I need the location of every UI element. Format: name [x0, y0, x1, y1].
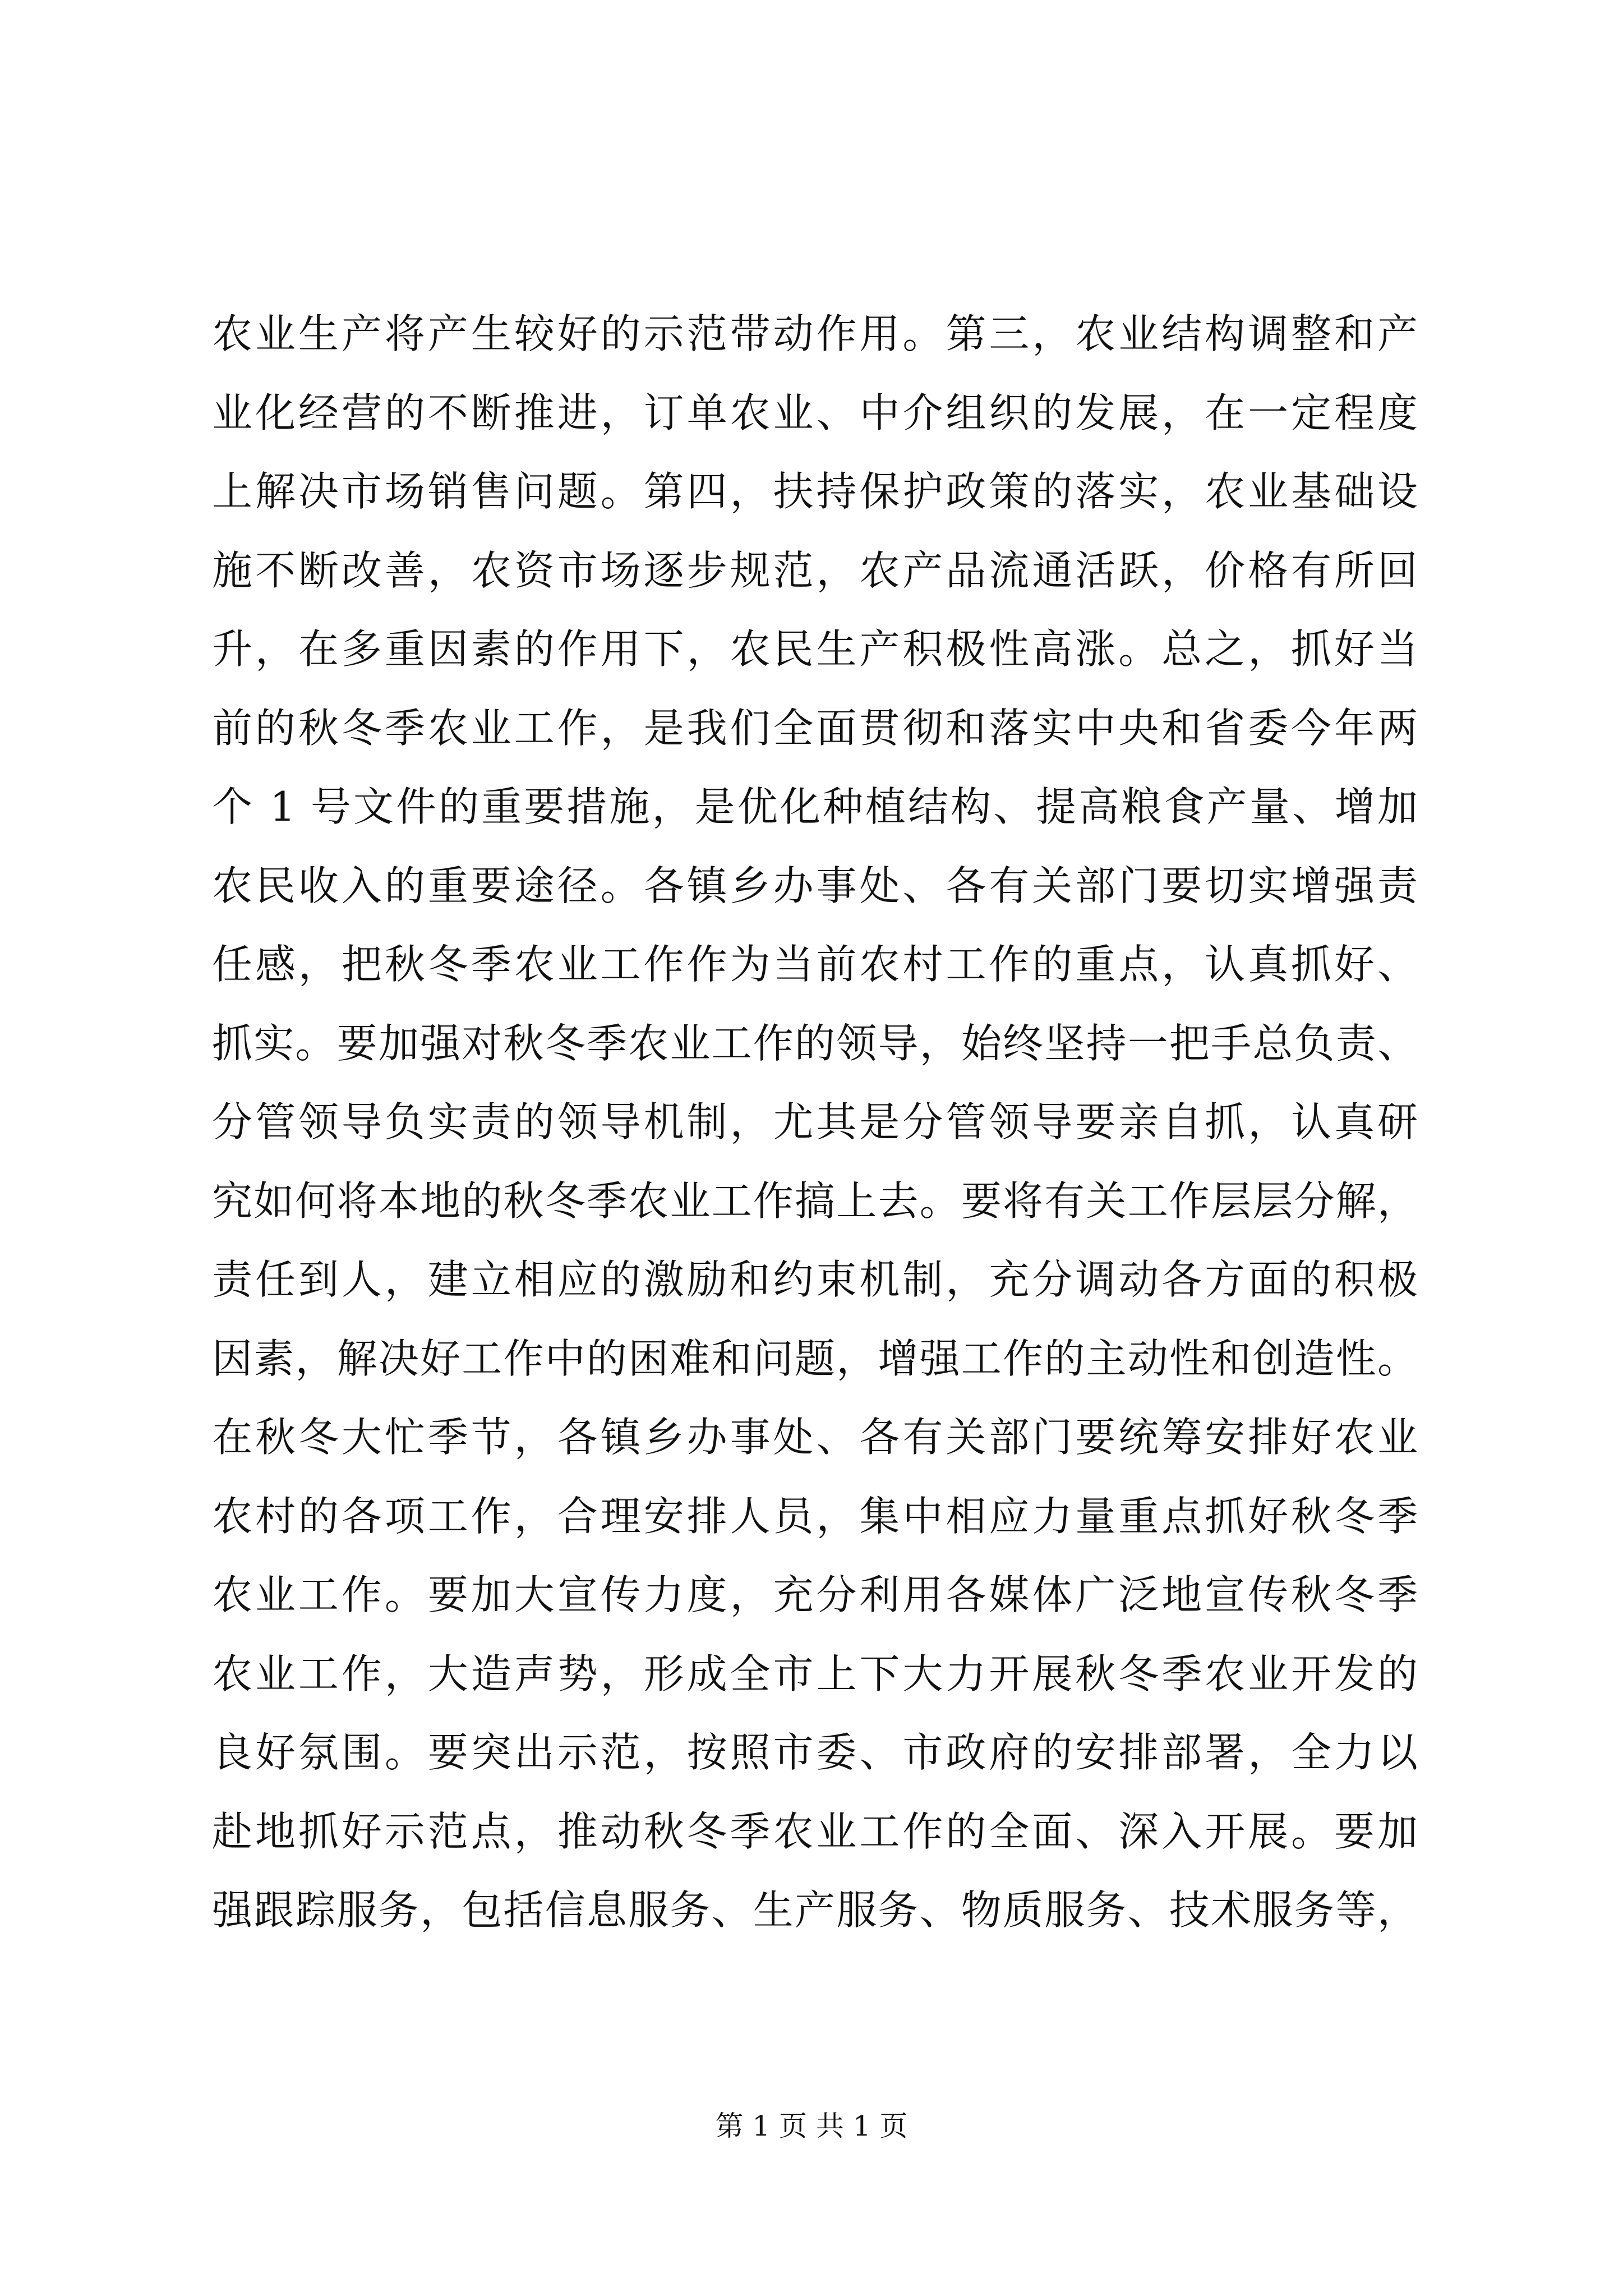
- text-line: 农业工作。要加大宣传力度，充分利用各媒体广泛地宣传秋冬季: [212, 1571, 1418, 1618]
- page-footer: [0, 2106, 1623, 2146]
- text-line: 前的秋冬季农业工作，是我们全面贯彻和落实中央和省委今年两: [212, 704, 1418, 752]
- page-number-label: 第 1 页 共 1 页: [715, 2110, 908, 2142]
- text-line: 良好氛围。要突出示范，按照市委、市政府的安排部署，全力以: [212, 1729, 1418, 1776]
- text-line: 究如何将本地的秋冬季农业工作搞上去。要将有关工作层层分解，: [212, 1177, 1418, 1225]
- text-line: 分管领导负实责的领导机制，尤其是分管领导要亲自抓，认真研: [212, 1098, 1418, 1145]
- text-line: 农业生产将产生较好的示范带动作用。第三，农业结构调整和产: [212, 310, 1418, 357]
- text-line: 责任到人，建立相应的激励和约束机制，充分调动各方面的积极: [212, 1256, 1418, 1303]
- text-line: 农民收入的重要途径。各镇乡办事处、各有关部门要切实增强责: [212, 862, 1418, 909]
- text-line: 农村的各项工作，合理安排人员，集中相应力量重点抓好秋冬季: [212, 1492, 1418, 1540]
- text-line: 升，在多重因素的作用下，农民生产积极性高涨。总之，抓好当: [212, 625, 1418, 673]
- text-line: 业化经营的不断推进，订单农业、中介组织的发展，在一定程度: [212, 389, 1418, 436]
- body-paragraph: [212, 295, 1418, 1950]
- text-line: 施不断改善，农资市场逐步规范，农产品流通活跃，价格有所回: [212, 546, 1418, 594]
- text-line: 在秋冬大忙季节，各镇乡办事处、各有关部门要统筹安排好农业: [212, 1414, 1418, 1461]
- text-line: 个 1 号文件的重要措施，是优化种植结构、提高粮食产量、增加: [212, 783, 1418, 830]
- text-line: 赴地抓好示范点，推动秋冬季农业工作的全面、深入开展。要加: [212, 1807, 1418, 1855]
- text-line: 任感，把秋冬季农业工作作为当前农村工作的重点，认真抓好、: [212, 941, 1418, 988]
- text-line: 因素，解决好工作中的困难和问题，增强工作的主动性和创造性。: [212, 1335, 1418, 1382]
- text-line: 农业工作，大造声势，形成全市上下大力开展秋冬季农业开发的: [212, 1650, 1418, 1697]
- text-line: 抓实。要加强对秋冬季农业工作的领导，始终坚持一把手总负责、: [212, 1019, 1418, 1067]
- text-line: 强跟踪服务，包括信息服务、生产服务、物质服务、技术服务等，: [212, 1887, 1418, 1934]
- text-line: 上解决市场销售问题。第四，扶持保护政策的落实，农业基础设: [212, 468, 1418, 515]
